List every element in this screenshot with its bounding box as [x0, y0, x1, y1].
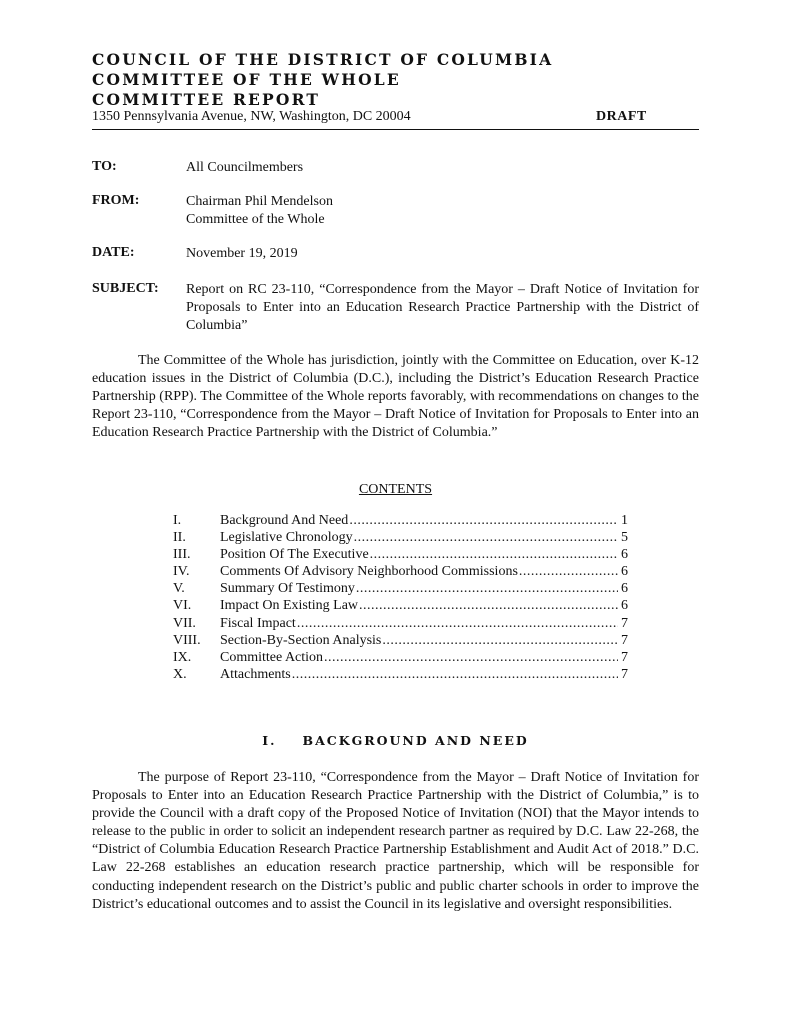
council-name-heading: COUNCIL OF THE DISTRICT OF COLUMBIA [92, 50, 554, 69]
toc-entry-number: V. [173, 581, 185, 597]
toc-entry-number: IX. [173, 649, 192, 665]
toc-entry [173, 598, 628, 615]
toc-entry-page: 7 [621, 649, 628, 665]
section-heading [0, 733, 791, 748]
toc-entry-page: 1 [621, 513, 628, 528]
toc-entry-page: 5 [621, 530, 628, 546]
section-title: BACKGROUND AND NEED [302, 733, 529, 748]
toc-leader-dots [519, 564, 618, 580]
toc-entry-number: VI. [173, 598, 192, 614]
toc-entry-number: I. [173, 513, 182, 528]
toc-entry [173, 616, 628, 633]
date-label: DATE: [92, 245, 135, 260]
toc-leader-dots [292, 667, 618, 683]
toc-entry-title: Impact On Existing Law [220, 598, 359, 614]
from-label: FROM: [92, 193, 140, 208]
toc-leader-dots [324, 650, 618, 666]
toc-entry-title: Comments Of Advisory Neighborhood Commissions [220, 564, 518, 580]
subject-value: Report on RC 23-110, “Correspondence from the Mayor – Draft Notice of Invitation for Proposals to Enter into an Education Research Practice Partnership with the District of Columbia” [186, 282, 699, 333]
toc-entry-number: X. [173, 666, 187, 682]
toc-entry-title: Section-By-Section Analysis [220, 632, 382, 648]
section-number: I. [262, 733, 277, 748]
report-type-heading: COMMITTEE REPORT [92, 90, 321, 109]
toc-entry-page: 6 [621, 564, 628, 580]
to-value: All Councilmembers [186, 160, 304, 175]
subject-label: SUBJECT: [92, 281, 159, 296]
toc-entry-title: Position Of The Executive [220, 547, 369, 563]
toc-entry [173, 633, 628, 650]
toc-leader-dots [359, 598, 618, 614]
toc-entry-page: 6 [621, 581, 628, 597]
toc-entry-number: III. [173, 547, 191, 563]
toc-leader-dots [297, 616, 618, 632]
background-text: The purpose of Report 23-110, “Correspondence from the Mayor – Draft Notice of Invitation for Proposals to Enter into an Education Research Practice Partnership with the District of Columbia,” is to provide the Council with a draft copy of the Proposed Notice of Invitation (NOI) that the Mayor intends to release to the public in order to solicit an independent research partner as required by D.C. Law 22-268, the “District of Columbia Education Research Practice Partnership Establishment and Audit Act of 2018.” D.C. Law 22-268 establishes an education research practice partnership, which will be responsible for conducting independent research on the District’s public and public charter schools in order to improve the District’s educational outcomes and to assist the Council in its legislative and oversight responsibilities. [92, 770, 699, 912]
toc-entry [173, 564, 628, 581]
toc-entry-number: VIII. [173, 632, 201, 648]
committee-name-heading: COMMITTEE OF THE WHOLE [92, 70, 401, 89]
draft-label: DRAFT [596, 109, 647, 124]
toc-entry-number: VII. [173, 615, 196, 631]
from-name: Chairman Phil Mendelson [186, 194, 333, 209]
intro-paragraph [92, 352, 699, 442]
toc-entry [173, 530, 628, 547]
date-value: November 19, 2019 [186, 246, 298, 261]
contents-title: CONTENTS [358, 482, 433, 497]
toc-entry-page: 7 [621, 666, 628, 682]
intro-text: The Committee of the Whole has jurisdiction, jointly with the Committee on Education, over K-12 education issues in the District of Columbia (D.C.), including the District’s Education Research Practice Partnership (RPP). The Committee of the Whole reports favorably, with recommendations on changes to the Report 23-110, “Correspondence from the Mayor – Draft Notice of Invitation for Proposals to Enter into an Education Research Practice Partnership with the District of Columbia.” [92, 353, 699, 441]
toc-entry [173, 581, 628, 598]
table-of-contents [173, 513, 628, 684]
toc-leader-dots [370, 547, 618, 563]
toc-entry-page: 6 [621, 547, 628, 563]
toc-entry-title: Legislative Chronology [220, 530, 353, 546]
toc-entry-title: Background And Need [220, 513, 349, 528]
toc-leader-dots [349, 513, 618, 529]
council-address: 1350 Pennsylvania Avenue, NW, Washington, DC 20004 [92, 109, 411, 124]
toc-entry [173, 650, 628, 667]
toc-entry-page: 7 [621, 615, 628, 631]
toc-entry-number: IV. [173, 564, 190, 580]
toc-entry-title: Fiscal Impact [220, 615, 296, 631]
toc-entry [173, 547, 628, 564]
toc-entry-title: Committee Action [220, 649, 324, 665]
toc-leader-dots [356, 581, 618, 597]
toc-entry-page: 7 [621, 632, 628, 648]
from-committee: Committee of the Whole [186, 212, 325, 227]
background-paragraph [92, 769, 699, 914]
toc-entry [173, 513, 628, 530]
toc-entry-title: Summary Of Testimony [220, 581, 355, 597]
toc-leader-dots [354, 530, 618, 546]
toc-entry [173, 667, 628, 684]
header-divider [92, 129, 699, 130]
to-label: TO: [92, 159, 117, 174]
toc-entry-page: 6 [621, 598, 628, 614]
toc-entry-number: II. [173, 530, 186, 546]
toc-entry-title: Attachments [220, 666, 291, 682]
toc-leader-dots [382, 633, 618, 649]
